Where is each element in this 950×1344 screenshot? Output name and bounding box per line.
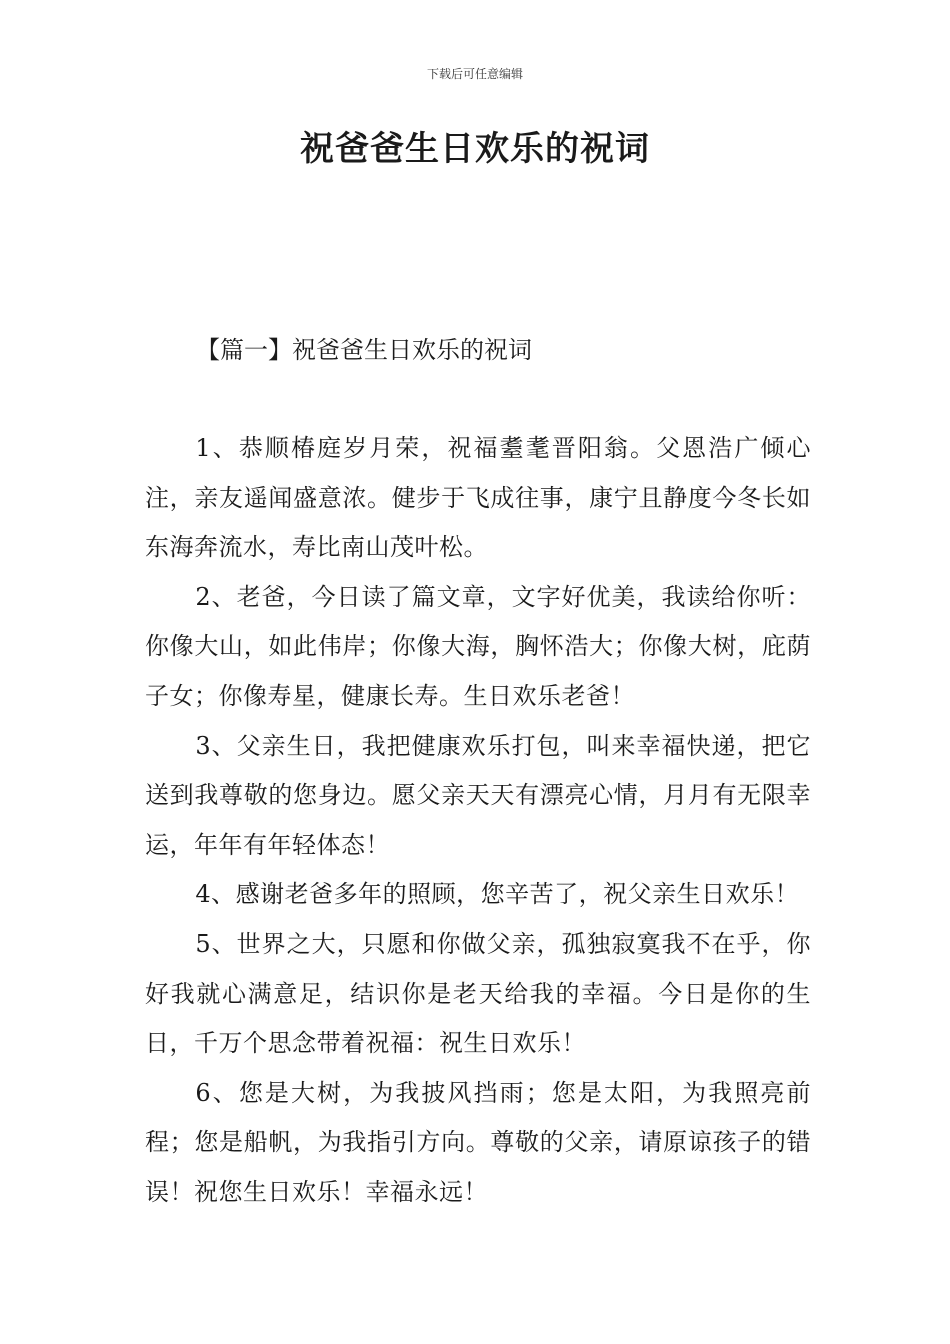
paragraph-4: 4、感谢老爸多年的照顾，您辛苦了，祝父亲生日欢乐！: [195, 880, 800, 909]
header-note: 下载后可任意编辑: [426, 67, 523, 81]
paragraph-2: 2、老爸，今日读了篇文章，文字好优美，我读给你听：你像大山，如此伟岸；你像大海，胸怀浩大；你像大树，庇荫子女；你像寿星，健康长寿。生日欢乐老爸！: [145, 582, 811, 710]
document-body: [145, 424, 811, 1218]
section-title: 【篇一】祝爸爸生日欢乐的祝词: [196, 336, 532, 364]
paragraph-1: 1、恭顺椿庭岁月荣，祝福耋耄晋阳翁。父恩浩广倾心注，亲友遥闻盛意浓。健步于飞成往事，康宁且静度今冬长如东海奔流水，寿比南山茂叶松。: [145, 434, 811, 562]
paragraph-3: 3、父亲生日，我把健康欢乐打包，叫来幸福快递，把它送到我尊敬的您身边。愿父亲天天有漂亮心情，月月有无限幸运，年年有年轻体态！: [145, 731, 811, 859]
paragraph-5: 5、世界之大，只愿和你做父亲，孤独寂寞我不在乎，你好我就心满意足，结识你是老天给我的幸福。今日是你的生日，千万个思念带着祝福：祝生日欢乐！: [145, 929, 811, 1058]
document-title: 祝爸爸生日欢乐的祝词: [300, 129, 650, 169]
paragraph-6: 6、您是大树，为我披风挡雨；您是太阳，为我照亮前程；您是船帆，为我指引方向。尊敬的父亲，请原谅孩子的错误！祝您生日欢乐！幸福永远！: [145, 1078, 811, 1206]
